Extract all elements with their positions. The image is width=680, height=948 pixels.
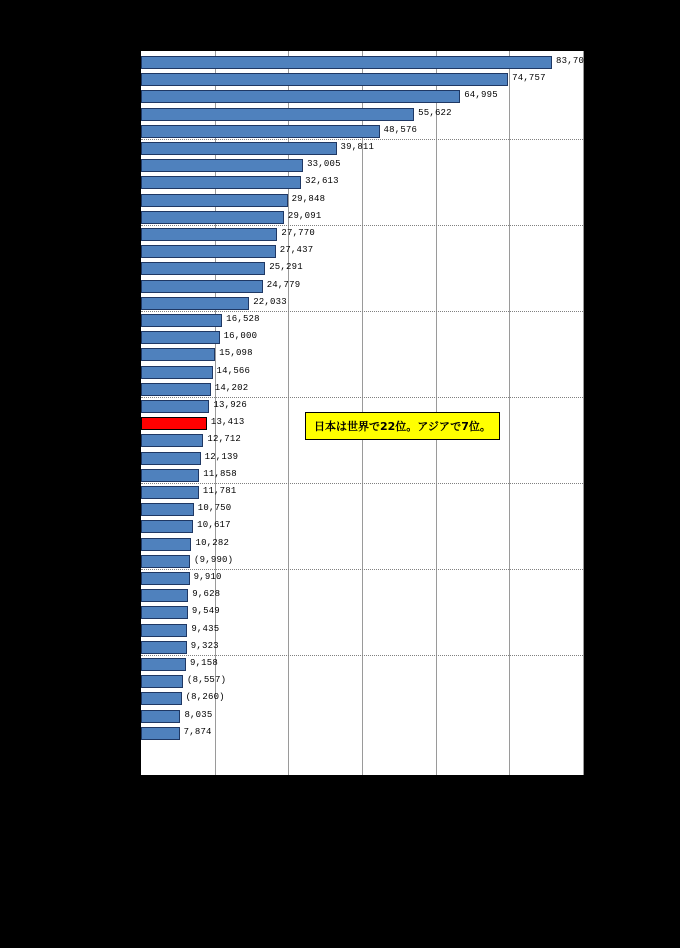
bar bbox=[141, 589, 188, 602]
bar-value-label: 83,700 bbox=[556, 56, 590, 66]
bar-value-label: 12,712 bbox=[207, 434, 242, 445]
bar-row bbox=[141, 589, 583, 602]
bar bbox=[141, 194, 288, 207]
bar-row bbox=[141, 452, 583, 465]
bar bbox=[141, 675, 183, 688]
bar-value-label: 8,035 bbox=[184, 709, 213, 720]
bar-value-label: 14,202 bbox=[214, 382, 249, 393]
bar-value-label: 15,098 bbox=[219, 348, 253, 359]
bar-value-label: 9,435 bbox=[191, 623, 220, 634]
bar bbox=[141, 108, 414, 121]
bar-row bbox=[141, 211, 583, 224]
bar bbox=[141, 400, 209, 413]
bar-row bbox=[141, 538, 583, 551]
bar-value-label: (9,990) bbox=[194, 554, 234, 565]
bar bbox=[141, 486, 199, 499]
bar-row bbox=[141, 314, 583, 327]
bar-value-label: 9,549 bbox=[191, 606, 220, 617]
bar-value-label: 24,779 bbox=[266, 279, 301, 290]
bar bbox=[141, 280, 263, 293]
bar-value-label: (8,260) bbox=[185, 692, 225, 703]
bar-row bbox=[141, 228, 583, 241]
japan-rank-callout: 日本は世界で22位。アジアで7位。 bbox=[305, 412, 500, 440]
bar-row bbox=[141, 572, 583, 585]
bar-row bbox=[141, 348, 583, 361]
bar-value-label: 9,158 bbox=[189, 658, 218, 668]
bar bbox=[141, 73, 508, 86]
bar-row bbox=[141, 383, 583, 396]
bar bbox=[141, 297, 249, 310]
bar bbox=[141, 641, 187, 654]
bar-value-label: 10,617 bbox=[197, 520, 231, 531]
bar-row bbox=[141, 727, 583, 740]
bar-row bbox=[141, 710, 583, 723]
bar bbox=[141, 314, 222, 327]
bar bbox=[141, 727, 180, 740]
bar bbox=[141, 262, 265, 275]
bar-row bbox=[141, 520, 583, 533]
bar-value-label: (8,557) bbox=[187, 675, 227, 686]
bar-value-label: 9,323 bbox=[190, 640, 219, 651]
bar-row bbox=[141, 606, 583, 619]
bar-row bbox=[141, 555, 583, 568]
bar-value-label: 25,291 bbox=[269, 262, 303, 273]
bar bbox=[141, 572, 190, 585]
bar bbox=[141, 348, 215, 361]
bar bbox=[141, 469, 199, 482]
bar bbox=[141, 331, 220, 344]
bar-row bbox=[141, 331, 583, 344]
bar-value-label: 64,995 bbox=[464, 90, 498, 101]
bar-row bbox=[141, 280, 583, 293]
bar-value-label: 10,282 bbox=[195, 537, 230, 548]
bar-row bbox=[141, 108, 583, 121]
bar bbox=[141, 692, 182, 705]
bar-value-label: 27,437 bbox=[279, 245, 314, 256]
bar bbox=[141, 142, 337, 155]
bar bbox=[141, 211, 284, 224]
bar-value-label: 29,091 bbox=[287, 210, 322, 221]
bar bbox=[141, 90, 460, 103]
bar bbox=[141, 159, 303, 172]
bar-row bbox=[141, 73, 583, 86]
bar bbox=[141, 658, 186, 671]
bar bbox=[141, 710, 180, 723]
bar-value-label: 39,811 bbox=[340, 142, 375, 152]
bar-row bbox=[141, 262, 583, 275]
bar bbox=[141, 245, 276, 258]
bar bbox=[141, 538, 191, 551]
bar bbox=[141, 503, 194, 516]
bar-row bbox=[141, 658, 583, 671]
bar-row bbox=[141, 159, 583, 172]
bar-row bbox=[141, 56, 590, 69]
bar-row bbox=[141, 366, 583, 379]
bar-row bbox=[141, 90, 583, 103]
bar bbox=[141, 228, 277, 241]
bar bbox=[141, 383, 211, 396]
bar bbox=[141, 125, 380, 138]
bar-row bbox=[141, 692, 583, 705]
bar-row bbox=[141, 297, 583, 310]
bar-row bbox=[141, 194, 583, 207]
bar-row bbox=[141, 176, 583, 189]
bar-value-label: 14,566 bbox=[216, 365, 251, 376]
bar-row bbox=[141, 624, 583, 637]
bar-value-label: 13,413 bbox=[210, 417, 245, 428]
bar bbox=[141, 606, 188, 619]
x-gridline bbox=[583, 51, 584, 775]
bar-value-label: 16,528 bbox=[226, 314, 260, 324]
bar-row bbox=[141, 400, 583, 413]
bar-value-label: 16,000 bbox=[223, 331, 258, 342]
bar-row bbox=[141, 245, 583, 258]
bar bbox=[141, 434, 203, 447]
bar-value-label: 27,770 bbox=[281, 228, 315, 238]
bar-value-label: 9,628 bbox=[192, 589, 221, 600]
bar-value-label: 33,005 bbox=[307, 159, 341, 170]
bar-value-label: 11,858 bbox=[203, 468, 237, 479]
bar-value-label: 11,781 bbox=[202, 486, 237, 496]
bar-value-label: 29,848 bbox=[291, 193, 326, 204]
bar-value-label: 22,033 bbox=[253, 296, 287, 307]
bar bbox=[141, 366, 213, 379]
bar-value-label: 12,139 bbox=[204, 451, 239, 462]
bar-row bbox=[141, 142, 583, 155]
bar bbox=[141, 520, 193, 533]
bar-value-label: 32,613 bbox=[305, 176, 339, 187]
bar bbox=[141, 56, 552, 69]
bar-row bbox=[141, 469, 583, 482]
bar-value-label: 7,874 bbox=[183, 726, 212, 737]
bar-highlighted bbox=[141, 417, 207, 430]
bar bbox=[141, 452, 201, 465]
bar-value-label: 13,926 bbox=[213, 400, 247, 410]
bar-row bbox=[141, 503, 583, 516]
bar-row bbox=[141, 125, 583, 138]
bar-row bbox=[141, 641, 583, 654]
bar-value-label: 48,576 bbox=[383, 124, 418, 135]
bar-value-label: 74,757 bbox=[512, 73, 546, 84]
bar-value-label: 10,750 bbox=[197, 503, 232, 514]
bar-value-label: 9,910 bbox=[193, 572, 222, 582]
bar bbox=[141, 555, 190, 568]
bar-row bbox=[141, 675, 583, 688]
bar bbox=[141, 624, 187, 637]
bar-row bbox=[141, 486, 583, 499]
bar-value-label: 55,622 bbox=[418, 107, 452, 118]
bar bbox=[141, 176, 301, 189]
